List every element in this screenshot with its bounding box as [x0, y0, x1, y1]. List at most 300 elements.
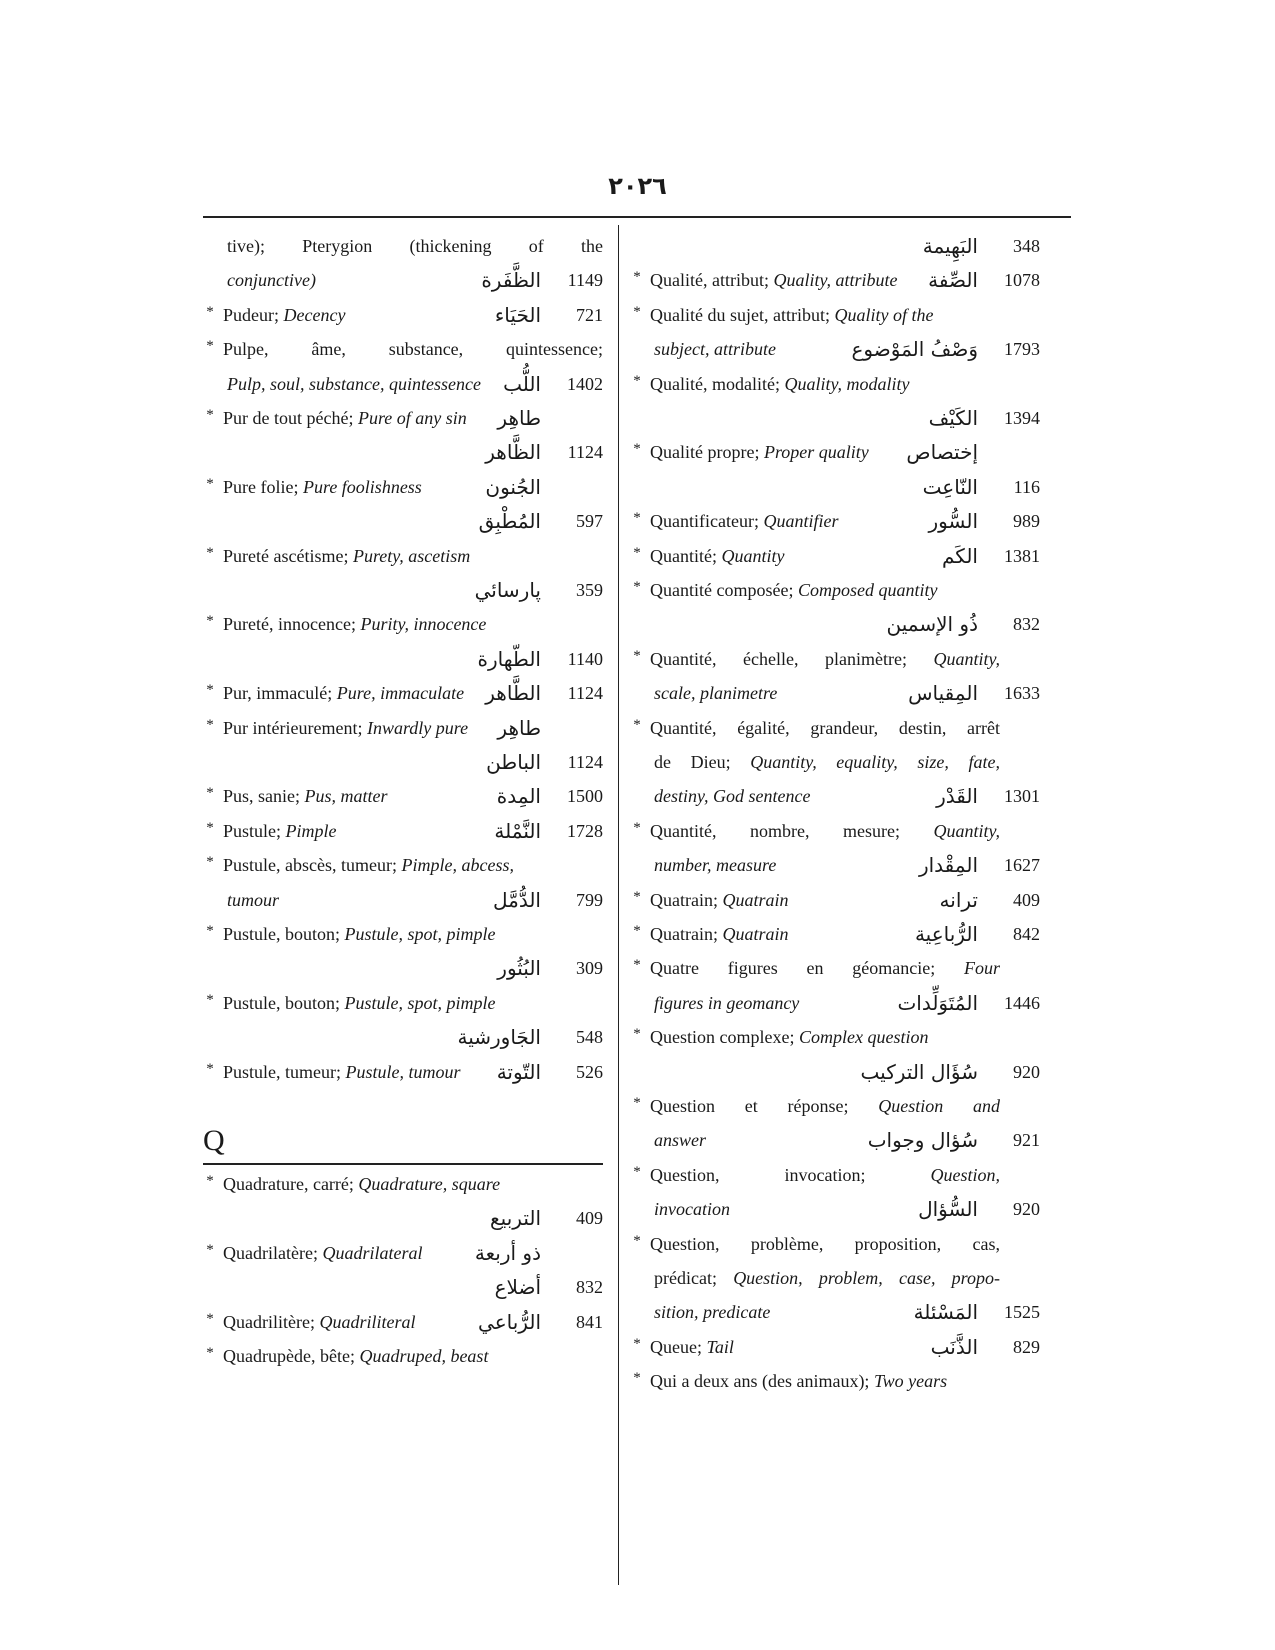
english-text: number, measure: [654, 855, 777, 876]
bullet-star: *: [633, 716, 641, 733]
reference-number: 409: [576, 1208, 603, 1229]
entry-line: [203, 815, 603, 847]
english-text: Quantity: [721, 545, 785, 566]
entry-text: [223, 712, 468, 744]
english-text: Pus, matter: [304, 786, 388, 807]
english-text: Quadrilateral: [322, 1242, 423, 1263]
reference-number: 721: [576, 304, 603, 325]
reference-number: 409: [1013, 889, 1040, 910]
bullet-star: *: [633, 1335, 641, 1352]
french-text: de Dieu;: [654, 752, 751, 772]
entry-line: [203, 1168, 603, 1200]
entry-text: [654, 677, 777, 709]
entry-text: [223, 608, 486, 640]
english-text: invocation: [654, 1199, 730, 1220]
arabic-term: البُثُور: [497, 956, 541, 981]
bullet-star: *: [633, 1232, 641, 1249]
entry-text: [227, 264, 316, 296]
entry-line: [630, 918, 1040, 950]
english-text: Pimple, abcess,: [401, 855, 514, 876]
bullet-star: *: [206, 613, 214, 630]
french-text: Pulpe, âme, substance, quintessence;: [223, 339, 603, 360]
reference-number: 920: [1013, 1061, 1040, 1082]
entry-line: [630, 1056, 1040, 1088]
entry-line: [630, 987, 1040, 1019]
arabic-term: الظَّاهر: [485, 440, 541, 465]
entry-line: [203, 1056, 603, 1088]
entry-line: [630, 264, 1040, 296]
arabic-term: البَهِيمة: [922, 234, 978, 258]
entry-line: [203, 333, 603, 365]
reference-number: 1301: [1004, 786, 1040, 807]
english-text: tumour: [227, 889, 280, 910]
entry-line: [630, 952, 1040, 984]
bullet-star: *: [206, 923, 214, 939]
entry-line: [630, 368, 1040, 400]
reference-number: 1394: [1004, 408, 1040, 428]
reference-number: 832: [1013, 614, 1040, 635]
english-text: Quantity, equality, size, fate,: [750, 752, 1000, 772]
bullet-star: *: [633, 1026, 641, 1043]
english-text: Proper quality: [763, 442, 869, 463]
bullet-star: *: [206, 303, 214, 320]
section-rule: [203, 1163, 603, 1165]
entry-line: [203, 608, 603, 640]
french-text: Pustule, bouton;: [223, 992, 345, 1013]
entry-text: [650, 884, 789, 916]
bullet-star: *: [206, 1310, 214, 1327]
arabic-term: طاهِر: [497, 406, 541, 430]
entry-text: [654, 1193, 730, 1225]
reference-number: 1633: [1004, 683, 1040, 704]
english-text: Question and: [878, 1096, 1000, 1116]
french-text: Qualité, attribut;: [650, 270, 774, 291]
french-text: Pudeur;: [223, 304, 284, 325]
arabic-term: السُّور: [928, 509, 978, 534]
entry-line: [203, 540, 603, 572]
bullet-star: *: [206, 407, 214, 423]
entry-text: [650, 1365, 947, 1397]
english-text: Quality, modality: [784, 373, 910, 394]
reference-number: 597: [576, 511, 603, 532]
reference-number: 1381: [1004, 545, 1040, 566]
entry-text: [223, 677, 464, 709]
english-text: Quantity,: [933, 820, 1000, 841]
bullet-star: *: [633, 303, 641, 320]
french-text: Pure folie;: [223, 476, 303, 497]
entry-text: [654, 987, 799, 1019]
arabic-term: المُطْبِق: [478, 509, 541, 534]
entry-text: [650, 815, 1000, 847]
arabic-term: سُؤَال التركيب: [860, 1059, 978, 1084]
arabic-term: السُّؤال: [918, 1197, 978, 1222]
english-text: subject, attribute: [654, 339, 776, 360]
french-text: tive); Pterygion (thickening of the: [227, 236, 603, 256]
french-text: Quatrain;: [650, 924, 723, 944]
french-text: Pus, sanie;: [223, 786, 305, 807]
arabic-term: وَصْفُ المَوْضوع: [851, 337, 978, 362]
entry-text: [227, 368, 481, 400]
bullet-star: *: [206, 819, 214, 836]
entry-line: [203, 505, 603, 537]
arabic-term: ترانه: [939, 887, 978, 912]
arabic-term: الطَّاهر: [485, 681, 541, 706]
bullet-star: *: [633, 923, 641, 939]
entry-line: [630, 402, 1040, 434]
bullet-star: *: [206, 1173, 214, 1189]
english-text: Pustule, spot, pimple: [344, 992, 496, 1013]
entry-text: [650, 1090, 1000, 1122]
english-text: sition, predicate: [654, 1302, 771, 1323]
reference-number: 921: [1013, 1130, 1040, 1151]
reference-number: 1124: [567, 752, 603, 772]
column-divider: [618, 225, 619, 1585]
french-text: Quantité, échelle, planimètre;: [650, 648, 934, 669]
arabic-term: النّاعِت: [922, 474, 978, 499]
french-text: Qui a deux ans (des animaux);: [650, 1371, 874, 1392]
bullet-star: *: [633, 441, 641, 458]
entry-text: [223, 849, 514, 881]
entry-line: [630, 677, 1040, 709]
english-text: Quadrature, square: [358, 1174, 501, 1194]
bullet-star: *: [633, 544, 641, 561]
bullet-star: *: [633, 579, 641, 595]
reference-number: 842: [1013, 924, 1040, 944]
entry-line: [203, 952, 603, 984]
page-number: ٢٠٢٦: [608, 172, 667, 200]
reference-number: 989: [1013, 511, 1040, 532]
entry-text: [650, 643, 1000, 675]
english-text: Quadriliteral: [319, 1311, 416, 1332]
english-text: Quantity,: [933, 648, 1000, 669]
french-text: Quantité, égalité, grandeur, destin, arrêt: [650, 717, 1000, 738]
french-text: Quantité;: [650, 545, 722, 566]
entry-line: [630, 436, 1040, 468]
entry-text: [650, 505, 838, 537]
reference-number: 799: [576, 889, 603, 910]
arabic-term: الكَم: [941, 543, 978, 568]
entry-text: [223, 299, 345, 331]
arabic-term: الجَاورشية: [457, 1025, 541, 1050]
bullet-star: *: [633, 372, 641, 389]
section-letter: Q: [203, 1124, 225, 1157]
reference-number: 832: [576, 1277, 603, 1298]
reference-number: 1525: [1004, 1302, 1040, 1323]
entry-line: [630, 333, 1040, 365]
entry-line: [203, 712, 603, 744]
entry-line: [203, 643, 603, 675]
english-text: Pure foolishness: [302, 476, 422, 497]
top-rule: [203, 216, 1071, 218]
arabic-term: سُؤال وجواب: [867, 1128, 978, 1153]
french-text: Pustule;: [223, 820, 286, 841]
arabic-term: الجُنون: [485, 474, 541, 499]
arabic-term: الكَيْف: [928, 406, 978, 430]
french-text: Pur de tout péché;: [223, 408, 358, 428]
reference-number: 359: [576, 580, 603, 600]
entry-line: [203, 402, 603, 434]
bullet-star: *: [633, 1163, 641, 1180]
english-text: conjunctive): [227, 270, 316, 291]
english-text: Pustule, spot, pimple: [344, 924, 496, 944]
reference-number: 1140: [567, 648, 603, 669]
french-text: Pustule, abscès, tumeur;: [223, 855, 402, 876]
french-text: Pureté ascétisme;: [223, 545, 353, 566]
reference-number: 1500: [567, 786, 603, 807]
bullet-star: *: [206, 716, 214, 733]
entry-text: [650, 1021, 928, 1053]
arabic-term: الذَّنَب: [930, 1334, 978, 1359]
english-text: scale, planimetre: [654, 683, 778, 704]
entry-text: [650, 540, 784, 572]
french-text: Quantité, nombre, mesure;: [650, 820, 934, 841]
entry-text: [654, 333, 776, 365]
french-text: Quadrilitère;: [223, 1311, 320, 1332]
bullet-star: *: [206, 854, 214, 871]
arabic-term: الطّهارة: [477, 646, 541, 671]
bullet-star: *: [206, 991, 214, 1008]
english-text: Pure of any sin: [357, 408, 467, 428]
entry-text: [650, 264, 897, 296]
entry-line: [630, 1021, 1040, 1053]
english-text: Quatrain: [722, 924, 789, 944]
english-text: Quality, attribute: [773, 270, 898, 291]
entry-line: [630, 1262, 1040, 1294]
bullet-star: *: [206, 475, 214, 492]
entry-line: [203, 471, 603, 503]
english-text: Question,: [930, 1164, 1000, 1185]
english-text: Inwardly pure: [366, 717, 469, 738]
entry-text: [223, 471, 422, 503]
english-text: Four: [964, 958, 1000, 979]
arabic-term: الباطن: [486, 750, 541, 774]
bullet-star: *: [633, 1370, 641, 1387]
entry-text: [650, 1159, 1000, 1191]
french-text: Pustule, bouton;: [223, 924, 345, 944]
entry-text: [223, 815, 337, 847]
entry-line: [203, 746, 603, 778]
english-text: Two years: [873, 1371, 948, 1392]
entry-line: [203, 987, 603, 1019]
entry-line: [630, 1159, 1040, 1191]
entry-line: [630, 884, 1040, 916]
bullet-star: *: [206, 785, 214, 802]
entry-line: [630, 1296, 1040, 1328]
french-text: Qualité, modalité;: [650, 373, 785, 394]
bullet-star: *: [633, 819, 641, 836]
english-text: Quality of the: [834, 304, 934, 325]
arabic-term: المُتَوَلِّدات: [897, 990, 978, 1015]
entry-text: [654, 1262, 1000, 1294]
entry-text: [223, 780, 388, 812]
french-text: Quadrupède, bête;: [223, 1346, 360, 1366]
reference-number: 1402: [567, 373, 603, 394]
arabic-term: المَسْئلة: [913, 1300, 978, 1325]
entry-text: [654, 1124, 706, 1156]
bullet-star: *: [206, 544, 214, 561]
reference-number: 1124: [567, 683, 603, 704]
reference-number: 1446: [1004, 992, 1040, 1013]
arabic-term: التّوتة: [496, 1059, 541, 1084]
bullet-star: *: [633, 647, 641, 664]
english-text: figures in geomancy: [654, 992, 800, 1013]
entry-line: [203, 884, 603, 916]
entry-text: [654, 780, 810, 812]
french-text: Quatre figures en géomancie;: [650, 958, 964, 979]
french-text: Question, invocation;: [650, 1164, 931, 1185]
arabic-term: طاهِر: [497, 715, 541, 740]
french-text: Qualité du sujet, attribut;: [650, 304, 835, 325]
entry-line: [630, 1193, 1040, 1225]
entry-text: [650, 712, 1000, 744]
english-text: Purity, innocence: [360, 614, 487, 635]
english-text: Pimple: [285, 820, 337, 841]
reference-number: 1627: [1004, 855, 1040, 876]
bullet-star: *: [633, 510, 641, 527]
entry-line: [203, 1237, 603, 1269]
reference-number: 526: [576, 1061, 603, 1082]
french-text: Quantificateur;: [650, 511, 764, 532]
entry-text: [650, 952, 1000, 984]
entry-text: [223, 1237, 422, 1269]
arabic-term: ذُو الإسمين: [886, 612, 978, 637]
bullet-star: *: [206, 682, 214, 699]
entry-line: [203, 574, 603, 606]
english-text: Question, problem, case, propo-: [733, 1268, 1000, 1288]
entry-text: [654, 849, 776, 881]
entry-line: [630, 815, 1040, 847]
reference-number: 1728: [567, 820, 603, 841]
entry-line: [630, 1228, 1040, 1260]
reference-number: 841: [576, 1311, 603, 1332]
entry-line: [630, 540, 1040, 572]
french-text: Quatrain;: [650, 889, 723, 910]
entry-line: [203, 368, 603, 400]
english-text: Quatrain: [722, 889, 789, 910]
bullet-star: *: [206, 1241, 214, 1258]
arabic-term: الدُّمَّل: [492, 887, 541, 912]
arabic-term: النَّمْلة: [494, 818, 541, 843]
entry-line: [630, 712, 1040, 744]
entry-text: [654, 746, 1000, 778]
entry-line: [630, 849, 1040, 881]
arabic-term: القَدْر: [936, 784, 978, 809]
entry-line: [630, 608, 1040, 640]
english-text: Pustule, tumour: [345, 1061, 461, 1082]
entry-line: [203, 1202, 603, 1234]
english-text: Quantifier: [763, 511, 839, 532]
french-text: Question et réponse;: [650, 1096, 879, 1116]
bullet-star: *: [206, 1345, 214, 1361]
arabic-term: الصِّفة: [928, 268, 978, 293]
arabic-term: التربيع: [490, 1206, 541, 1231]
entry-text: [223, 1306, 415, 1338]
reference-number: 920: [1013, 1199, 1040, 1220]
entry-line: [630, 746, 1040, 778]
entry-text: [223, 1056, 461, 1088]
entry-line: [203, 1271, 603, 1303]
bullet-star: *: [633, 957, 641, 974]
entry-text: [223, 1340, 488, 1372]
arabic-term: أضلاع: [494, 1275, 541, 1300]
entry-line: [203, 677, 603, 709]
entry-line: [630, 230, 1040, 262]
entry-text: [650, 436, 869, 468]
entry-line: [630, 643, 1040, 675]
entry-line: [630, 1124, 1040, 1156]
entry-line: [203, 780, 603, 812]
english-text: Tail: [706, 1336, 734, 1357]
entry-line: [630, 505, 1040, 537]
entry-text: [223, 1168, 500, 1200]
english-text: Complex question: [798, 1027, 929, 1048]
bullet-star: *: [633, 269, 641, 286]
entry-text: [223, 540, 470, 572]
reference-number: 1124: [567, 442, 603, 463]
entry-line: [203, 436, 603, 468]
french-text: Queue;: [650, 1336, 707, 1357]
french-text: Question complexe;: [650, 1027, 799, 1048]
entry-text: [223, 918, 496, 950]
entry-text: [223, 987, 496, 1019]
english-text: answer: [654, 1130, 707, 1151]
bullet-star: *: [206, 338, 214, 355]
english-text: destiny, God sentence: [654, 786, 811, 807]
arabic-term: اللُّب: [503, 371, 541, 396]
entry-text: [650, 1331, 734, 1363]
reference-number: 1793: [1004, 339, 1040, 360]
french-text: Qualité propre;: [650, 442, 764, 463]
entry-line: [203, 1340, 603, 1372]
entry-line: [630, 1090, 1040, 1122]
english-text: Purety, ascetism: [352, 545, 471, 566]
arabic-term: الرُّباعي: [478, 1309, 541, 1334]
entry-text: [227, 230, 603, 262]
french-text: Pustule, tumeur;: [223, 1061, 346, 1082]
french-text: Quantité composée;: [650, 580, 798, 600]
french-text: Pur, immaculé;: [223, 683, 337, 704]
reference-number: 1149: [567, 270, 603, 291]
french-text: Quadrature, carré;: [223, 1174, 359, 1194]
entry-text: [650, 574, 937, 606]
entry-line: [203, 849, 603, 881]
entry-text: [650, 368, 909, 400]
arabic-term: الرُّباعِية: [914, 922, 978, 946]
entry-text: [227, 884, 279, 916]
arabic-term: ذو أربعة: [474, 1240, 541, 1265]
entry-line: [203, 299, 603, 331]
english-text: Composed quantity: [797, 580, 938, 600]
french-text: Question, problème, proposition, cas,: [650, 1233, 1000, 1254]
reference-number: 348: [1013, 236, 1040, 256]
bullet-star: *: [633, 1095, 641, 1111]
entry-line: [630, 1331, 1040, 1363]
french-text: Quadrilatère;: [223, 1242, 323, 1263]
english-text: Quadruped, beast: [359, 1346, 489, 1366]
english-text: Pure, immaculate: [336, 683, 465, 704]
reference-number: 116: [1013, 476, 1040, 497]
entry-line: [630, 1365, 1040, 1397]
french-text: Pureté, innocence;: [223, 614, 361, 635]
entry-line: [630, 299, 1040, 331]
entry-line: [203, 264, 603, 296]
reference-number: 1078: [1004, 270, 1040, 291]
entry-text: [223, 333, 603, 365]
arabic-term: الحَيَاء: [494, 302, 541, 327]
arabic-term: إختصاص: [906, 440, 978, 465]
english-text: Pulp, soul, substance, quintessence: [227, 373, 481, 394]
arabic-term: المِدة: [496, 784, 541, 809]
